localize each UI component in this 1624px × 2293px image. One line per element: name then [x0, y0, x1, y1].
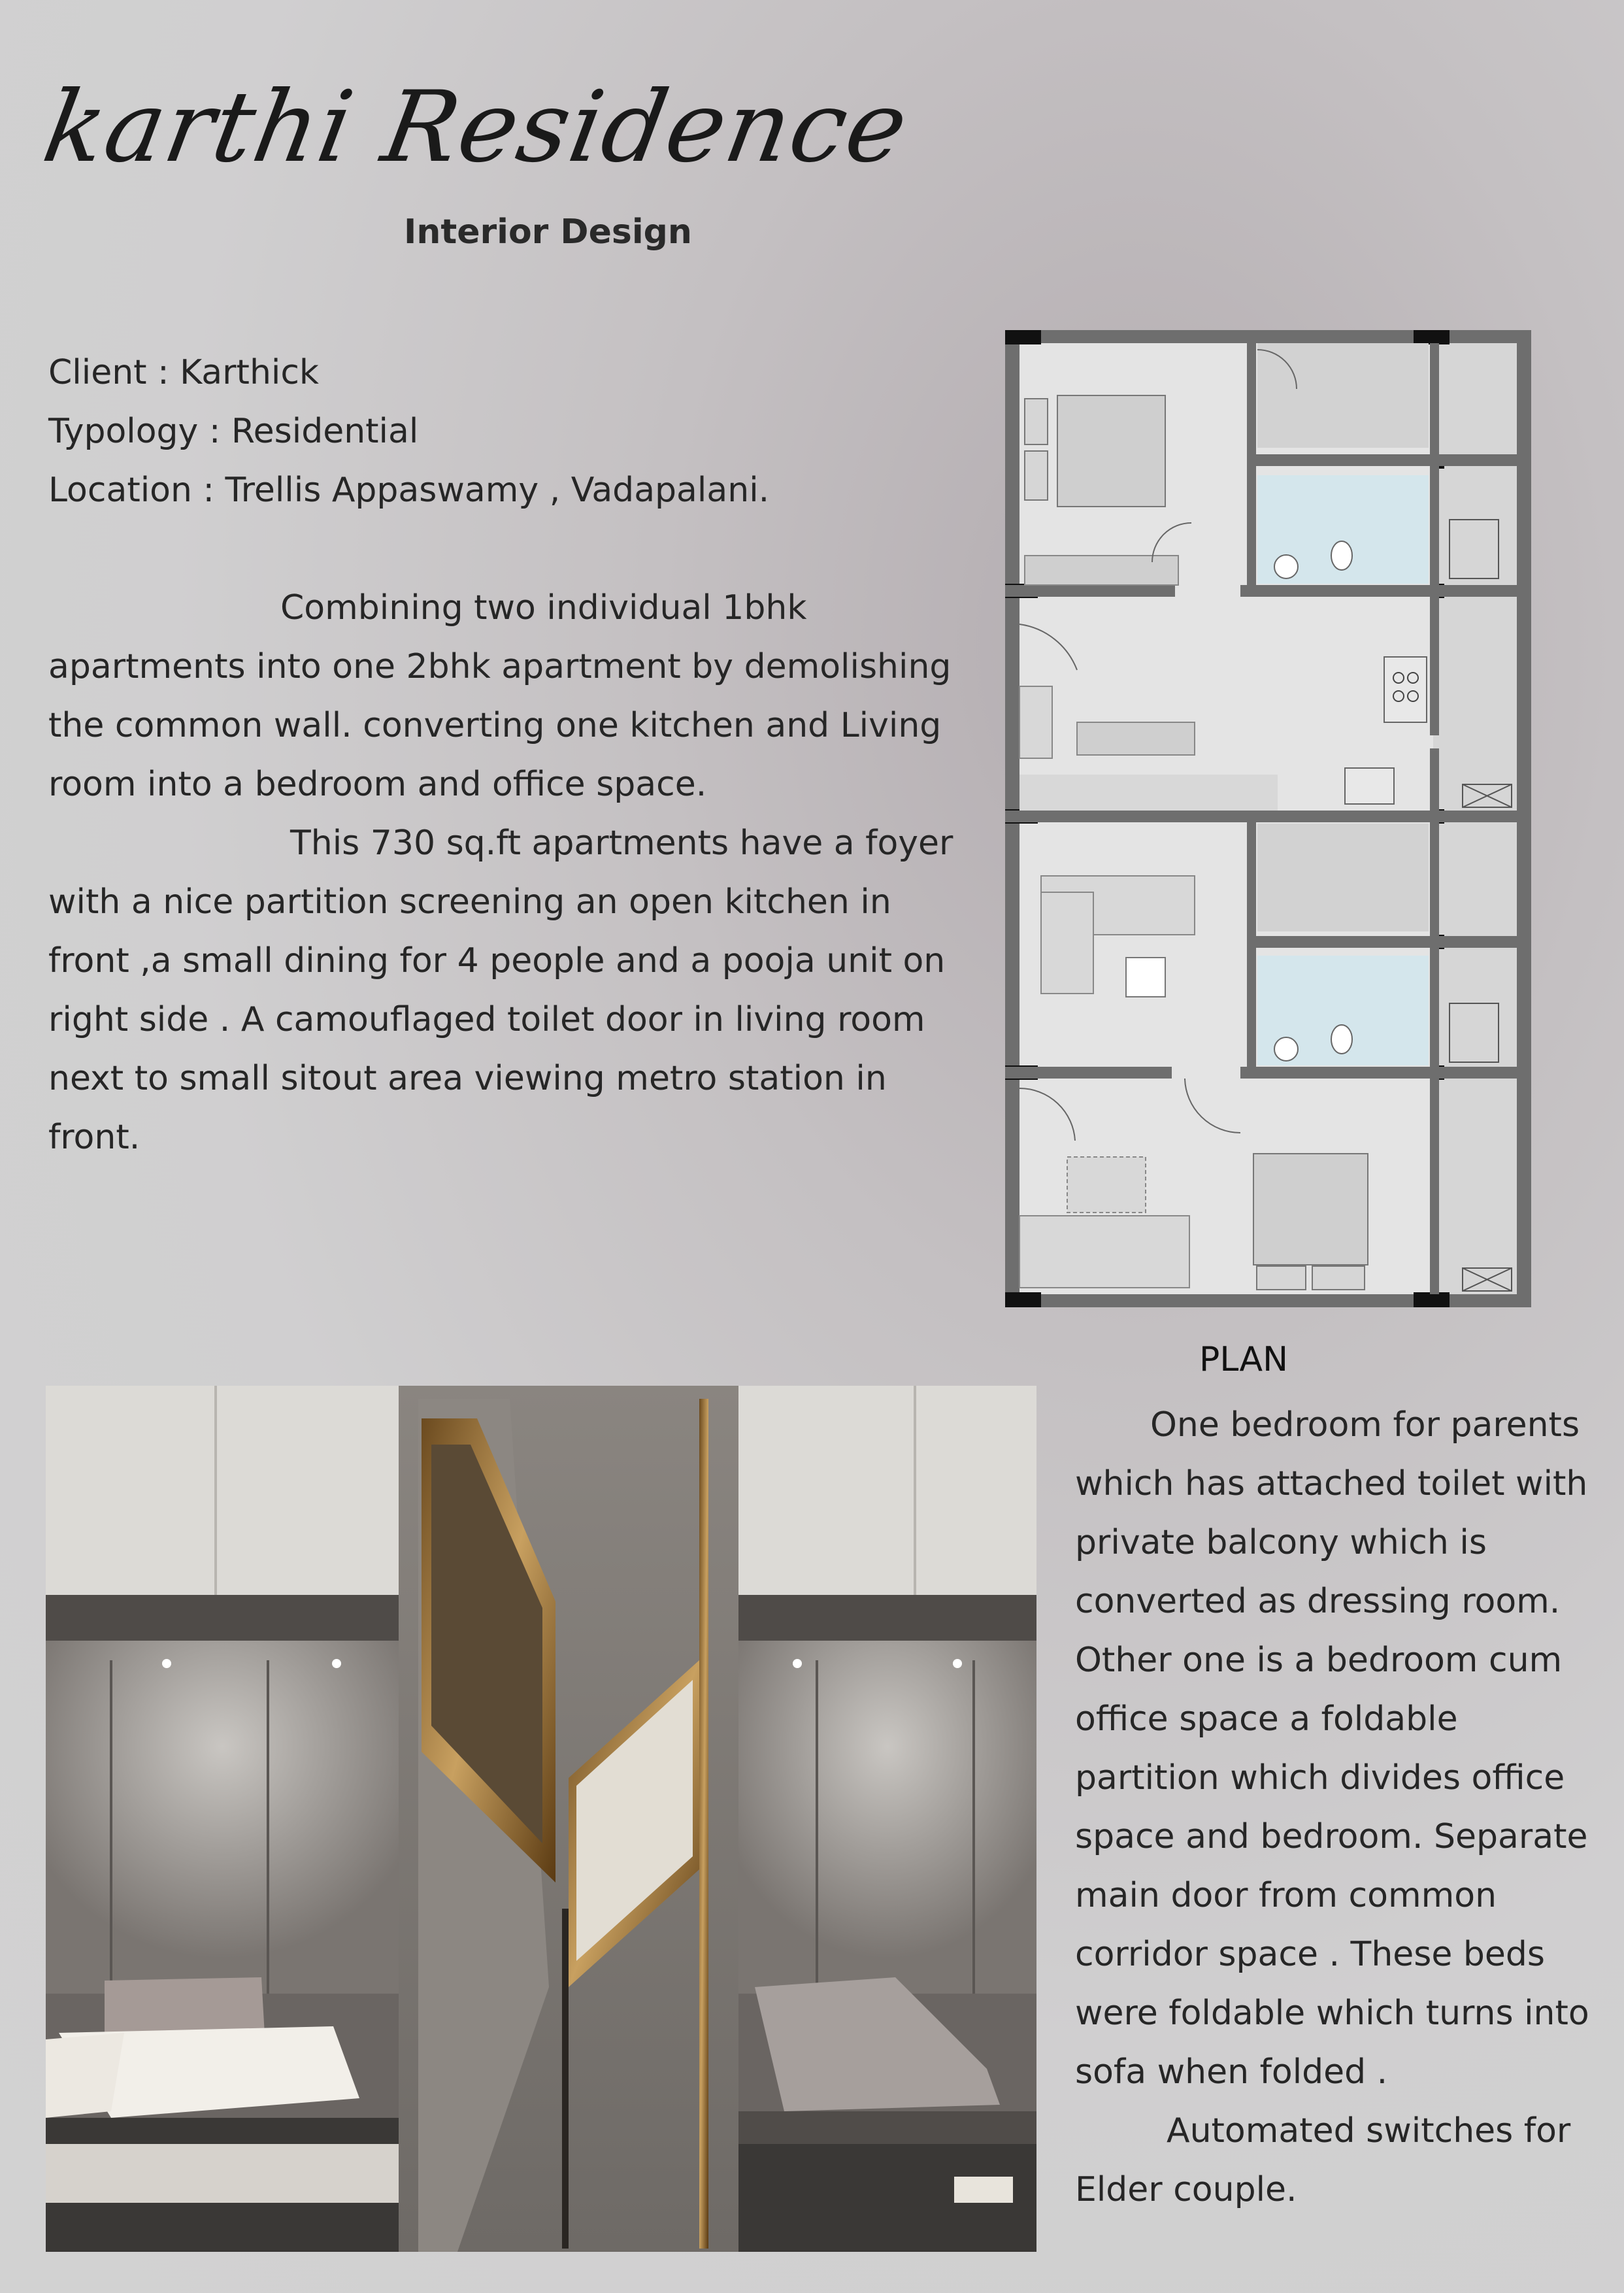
project-info: [48, 343, 769, 520]
client-line: Client : Karthick: [48, 353, 320, 392]
plan-paragraph: Automated switches for Elder couple.: [1075, 2111, 1571, 2209]
description-paragraph: This 730 sq.ft apartments have a foyer with a nice partition screening an open kitchen in front ,a small dining for 4 people and a pooja unit on right side . A camouflaged toilet door in living room next to small sitout area viewing metro station in front.: [48, 824, 953, 1157]
plan-description: [1075, 1396, 1598, 2219]
plan-heading: PLAN: [1199, 1340, 1288, 1379]
description-paragraph: Combining two individual 1bhk apartments into one 2bhk apartment by demolishing the common wall. converting one kitchen and Living room into a bedroom and office space.: [48, 588, 952, 804]
script-title: karthi Residence: [35, 71, 917, 184]
location-line: Location : Trellis Appaswamy , Vadapalani.: [48, 471, 770, 510]
interior-photo: [46, 1386, 1036, 2252]
typology-line: Typology : Residential: [48, 412, 419, 451]
page-subtitle: Interior Design: [404, 212, 692, 252]
project-description: [48, 578, 983, 1167]
plan-paragraph: One bedroom for parents which has attached toilet with private balcony which is converted as dressing room. Other one is a bedroom cum office space a foldable partition which divides office space and bedroom. Separate main door from common corridor space . These beds were foldable which turns into sofa when folded .: [1075, 1405, 1589, 2092]
floor-plan: [1005, 330, 1531, 1307]
